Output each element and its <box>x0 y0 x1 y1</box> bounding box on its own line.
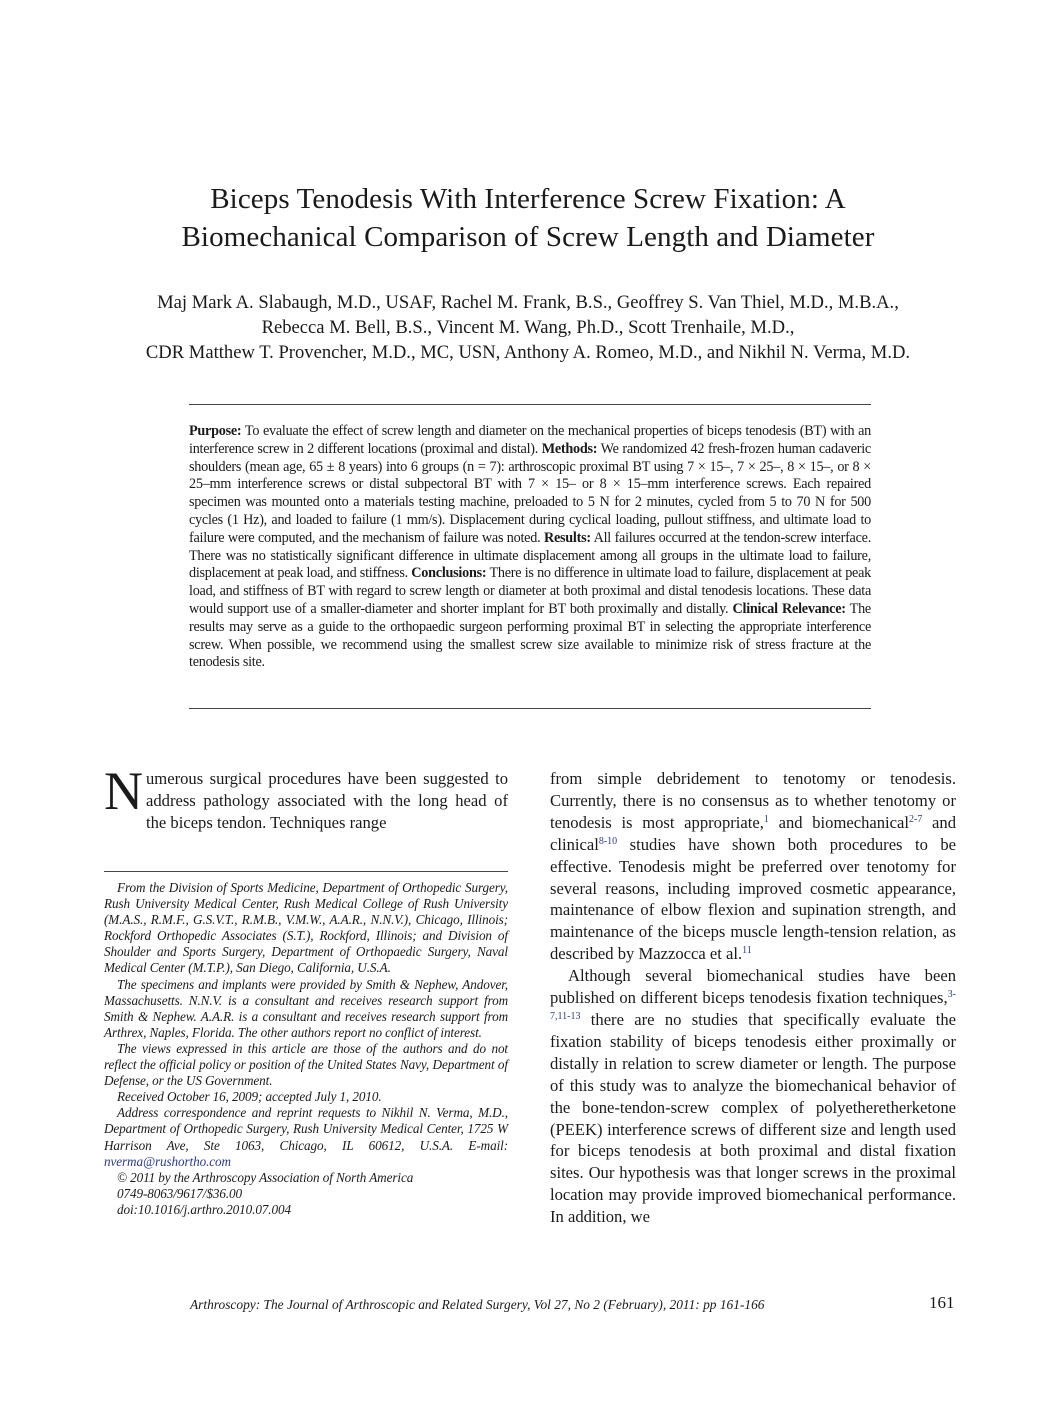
author-line-2: Rebecca M. Bell, B.S., Vincent M. Wang, Ph.D., Scott Trenhaile, M.D., <box>261 317 795 338</box>
results-text: All failures occurred at the tendon-screw interface. There was no statistically significant difference in ultimate displacement among all groups in the ultimate load to failure, displacement at peak load, and stiffness. <box>189 529 871 582</box>
footnote-received: Received October 16, 2009; accepted July 1, 2010. <box>117 1089 382 1105</box>
p2-text-a: Although several biomechanical studies have been published on different biceps tenodesis fixation techniques, <box>550 966 956 1008</box>
citation-2-7[interactable]: 2-7 <box>909 813 923 825</box>
citation-11[interactable]: 11 <box>742 945 752 957</box>
drop-cap: N <box>104 761 143 821</box>
p1-text-c: and clinical <box>550 812 956 854</box>
footnote-correspondence <box>104 1105 508 1169</box>
citation-8-10[interactable]: 8-10 <box>598 835 618 847</box>
footnote-support: The specimens and implants were provided by Smith & Nephew, Andover, Massachusetts. N.N.V. is a consultant and receives research support from Smith & Nephew. A.A.R. is a consultant and receives research support from Arthrex, Naples, Florida. The other authors report no conflict of interest. <box>104 976 508 1040</box>
page-number: 161 <box>929 1293 955 1312</box>
relevance-label: Clinical Relevance: <box>732 600 846 617</box>
conclusions-label: Conclusions: <box>411 565 487 582</box>
footnote-affiliation: From the Division of Sports Medicine, Department of Orthopedic Surgery, Rush University Medical Center, Rush Medical College of Rush University (M.A.S., R.M.F., G.S.V.T., R.M.B., V.M.W., A.A.R., N.N.V.), Chicago, Illinois; Rockford Orthopedic Associates (S.T.), Rockford, Illinois; and Division of Shoulder and Sports Surgery, Department of Orthopaedic Surgery, Naval Medical Center (M.T.P.), San Diego, California, U.S.A. <box>104 880 508 976</box>
abstract <box>189 423 871 672</box>
purpose-text: To evaluate the effect of screw length and diameter on the mechanical properties of biceps tenodesis (BT) with an interference screw in 2 different locations (proximal and distal). <box>189 423 871 457</box>
relevance-text: The results may serve as a guide to the orthopaedic surgeon performing proximal BT in selecting the appropriate interference screw. When possible, we recommend using the smallest screw size available to minimize risk of stress fracture at the tenodesis site. <box>189 600 871 671</box>
correspondence-text: Address correspondence and reprint requests to Nikhil N. Verma, M.D., Department of Orthopedic Surgery, Rush University Medical Center, 1725 W Harrison Ave, Ste 1063, Chicago, IL 60612, U.S.A. E-mail: <box>104 1105 508 1153</box>
abstract-top-rule <box>189 404 871 405</box>
footnotes <box>104 880 508 1218</box>
body-paragraph-1 <box>550 768 956 965</box>
conclusions-text: There is no difference in ultimate load to failure, displacement at peak load, and stiffness of BT with regard to screw length or diameter at both proximal and distal tenodesis locations. These data would support use of a smaller-diameter and shorter implant for BT both proximally and distally. <box>189 565 871 617</box>
p1-text-d: studies have shown both procedures to be effective. Tenodesis might be preferred over tenotomy for several reasons, including improved cosmetic appearance, maintenance of elbow flexion and supination strength, and maintenance of the biceps muscle length-tension relation, as described by Mazzocca et al. <box>550 834 956 964</box>
p2-text-b: there are no studies that specifically evaluate the fixation stability of biceps tenodesis either proximally or distally in relation to screw diameter or length. The purpose of this study was to analyze the biomechanical behavior of the bone-tendon-screw complex of polyetheretherketone (PEEK) interference screws of different size and length used for biceps tenodesis at both proximal and distal fixation sites. Our hypothesis was that longer screws in the proximal location may provide improved biomechanical performance. In addition, we <box>550 1009 956 1227</box>
author-line-1: Maj Mark A. Slabaugh, M.D., USAF, Rachel M. Frank, B.S., Geoffrey S. Van Thiel, M.D., M.B.A., <box>157 292 899 313</box>
intro-text: umerous surgical procedures have been suggested to address pathology associated with the long head of the biceps tendon. Techniques range <box>146 769 508 832</box>
intro-paragraph <box>104 761 508 834</box>
footnote-disclaimer: The views expressed in this article are those of the authors and do not reflect the official policy or position of the United States Navy, Department of Defense, or the US Government. <box>104 1040 508 1089</box>
abstract-bottom-rule <box>189 708 871 709</box>
author-line-3: CDR Matthew T. Provencher, M.D., MC, USN, Anthony A. Romeo, M.D., and Nikhil N. Verma, M.D. <box>145 342 911 363</box>
footnote-doi: doi:10.1016/j.arthro.2010.07.004 <box>117 1201 291 1217</box>
footnote-copyright: © 2011 by the Arthroscopy Association of North America <box>117 1169 414 1185</box>
right-column <box>550 768 956 1228</box>
title-line-1: Biceps Tenodesis With Interference Screw Fixation: A <box>210 183 846 215</box>
author-list <box>40 290 1016 365</box>
citation-1[interactable]: 1 <box>763 813 769 825</box>
body-paragraph-2 <box>550 965 956 1228</box>
methods-text: We randomized 42 fresh-frozen human cadaveric shoulders (mean age, 65 ± 8 years) into 6 groups (n = 7): arthroscopic proximal BT using 7 × 15–, 7 × 25–, 8 × 15–, or 8 × 25–mm interference screws or distal subpectoral BT with 7 × 15– or 8 × 15–mm interference screws. Each repaired specimen was mounted onto a materials testing machine, preloaded to 5 N for 2 minutes, cycled from 5 to 70 N for 500 cycles (1 Hz), and loaded to failure (1 mm/s). Displacement during cyclical loading, pullout stiffness, and ultimate load to failure were computed, and the mechanism of failure was noted. <box>189 440 871 546</box>
purpose-label: Purpose: <box>189 423 242 439</box>
footnote-issn: 0749-8063/9617/$36.00 <box>117 1185 243 1201</box>
citation-3-7-11-13[interactable]: 3-7,11-13 <box>550 989 956 1022</box>
email-link[interactable]: nverma@rushortho.com <box>104 1153 231 1169</box>
article-title <box>60 180 996 256</box>
journal-citation-footer: Arthroscopy: The Journal of Arthroscopic and Related Surgery, Vol 27, No 2 (February), 2011: pp 161-166 <box>190 1297 765 1312</box>
methods-label: Methods: <box>541 440 598 457</box>
p1-text-b: and biomechanical <box>768 812 909 832</box>
left-column <box>104 761 508 834</box>
footnote-rule <box>104 871 508 872</box>
p1-text-a: from simple debridement to tenotomy or tenodesis. Currently, there is no consensus as to whether tenotomy or tenodesis is most appropriate, <box>550 769 956 832</box>
title-line-2: Biomechanical Comparison of Screw Length and Diameter <box>181 221 875 253</box>
results-label: Results: <box>543 529 591 546</box>
